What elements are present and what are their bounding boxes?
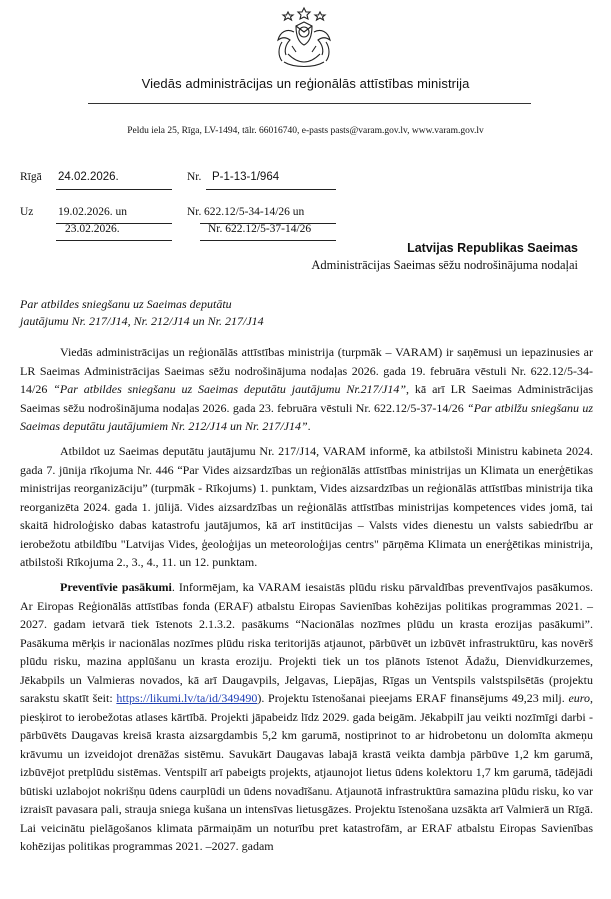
projects-list-link[interactable]: https://likumi.lv/ta/id/349490 [116, 691, 258, 705]
reference-nr-label: Nr. [187, 206, 202, 218]
recipient-name: Latvijas Republikas Saeimas [407, 241, 578, 255]
p3-text-c: , piesķirot to ierobežotas atlases kārtībā. Projekti jāpabeidz līdz 2029. gada beigām. Jēkabpilī jau veikti nozīmīgi darbi - pārbūvēts Daugavas kreisā krasta aizsargdambis 5,2 km garumā, nostiprinot to ar hidrobetonu un dolomīta akmeņu krāvumu un izveidojot drenāžas sistēmu. Savukārt Daugavas labajā krastā veikta dambja pārbūve 1,2 km garumā, izbūvējot pretplūdu sistēmas. Ventspilī arī pabeigts projekts, atjaunojot lietus ūdens kolektoru 1,7 km garumā, tādējādi būtiski uzlabojot nokrišņu ūdens caurplūdi un ūdens novadīšanu. Atjaunotā infrastruktūra samazina plūdu risku, ko var izraisīt pavasara pali, strauja sniega kušana un intensīvas lietusgāzes. Projektu īstenošana uzsākta arī Valmierā un Rīgā. Lai veicinātu pielāgošanos klimata pārmaiņām un noturību pret katastrofām, ar ERAF atbalstu Eiropas Savienības kohēzijas politikas programmas 2021. –2027. gadam [20, 691, 593, 853]
letter-body [20, 343, 593, 862]
reference-dates-underline2 [56, 240, 172, 241]
date-underline [56, 189, 172, 190]
body-paragraph-2: Atbildot uz Saeimas deputātu jautājumu Nr. 217/J14, VARAM informē, ka atbilstoši Ministru kabineta 2024. gada 7. jūnija rīkojuma Nr. 446 “Par Vides aizsardzības un reģionālās attīstības ministrijas un Klimata un enerģētikas ministrijas reorganizāciju” (turpmāk - Rīkojums) 1. punktam, Vides aizsardzības un reģionālās attīstības ministrija tika reorganizēta 2024. gada 1. jūlijā. Vides aizsardzības un reģionālās attīstības ministrijas kompetences vides jomā, tai skaitā hidroloģisko dabas katastrofu jautājumos, kā arī institūcijas – Valsts vides dienestu un valsts sabiedrību ar ierobežotu atbildību "Latvijas Vides, ģeoloģijas un meteoroloģijas centrs" pārņēma Klimata un enerģētikas ministrija, atbilstoši Rīkojuma 2., 3., 4., 11. un 12. punktam. [20, 444, 593, 569]
p3-euro: euro [568, 691, 590, 705]
nr-label: Nr. [187, 171, 202, 183]
p1-quote-2: “Par atbilžu sniegšanu uz Saeimas deputātu jautājumiem Nr. 212/J14 un Nr. 217/J14” [20, 400, 593, 433]
letter-number: P-1-13-1/964 [212, 171, 280, 183]
letter-subject [20, 296, 320, 330]
reference-number-line1: 622.12/5-34-14/26 un [204, 206, 305, 218]
ministry-name: Viedās administrācijas un reģionālās attīstības ministrija [141, 76, 470, 91]
p1-text-e: . [307, 419, 311, 433]
subject-line1: Par atbildes sniegšanu uz Saeimas deputātu [20, 297, 232, 311]
reference-dates-line2: 23.02.2026. [65, 223, 120, 235]
uz-label: Uz [20, 206, 34, 218]
place-label: Rīgā [20, 171, 42, 183]
p1-text-c: , kā arī LR Saeimas Administrācijas Saeimas sēžu nodrošinājuma nodaļas 2026. gada 23. februāra vēstuli Nr. 622.12/5-37-14/26 [20, 382, 593, 415]
p3-text-a: . Informējam, ka VARAM iesaistās plūdu risku pārvaldības preventīvajos pasākumos. Ar Eiropas Reģionālās attīstības fonda (ERAF) atbalstu Eiropas Savienības kohēzijas politikas programmas 2021. – 2027. gadam ietvarā tiek īstenots 2.1.3.2. pasākums “Nacionālas nozīmes plūdu un krasta erozijas pasākumi”. Pasākuma mērķis ir nacionālas nozīmes plūdu riska teritorijās atjaunot, pārbūvēt un izbūvēt infrastruktūru, kas novērš plūdu risku, mazina applūšanu un krasta eroziju. Projekti tiek un tos plānots īstenot Ādažu, Dienvidkurzemes, Jēkabpils un Valmieras novados, kā arī Daugavpils, Jelgavas, Liepājas, Rīgas un Ventspils valstspilsētās (projektu sarakstu skatīt šeit: [20, 580, 593, 705]
p1-text-a: Viedās administrācijas un reģionālās attīstības ministrija (turpmāk – VARAM) ir saņēmusi un iepazinusies ar LR Saeimas Administrācijas Saeimas sēžu nodrošinājuma nodaļas 2026. gada 19. februāra vēstuli Nr. 622.12/5-34-14/26 [20, 345, 593, 396]
body-paragraph-1 [20, 343, 593, 436]
header-divider [88, 103, 531, 104]
reference-dates-line1: 19.02.2026. un [58, 206, 127, 218]
recipient-block [311, 240, 578, 274]
recipient-department: Administrācijas Saeimas sēžu nodrošinājuma nodaļai [311, 258, 578, 272]
reference-number-line2: Nr. 622.12/5-37-14/26 [208, 223, 312, 235]
p3-text-b: ). Projektu īstenošanai pieejams ERAF finansējums 49,23 milj. [257, 691, 569, 705]
number-underline [206, 189, 336, 190]
ministry-address: Peldu iela 25, Rīga, LV-1494, tālr. 66016740, e-pasts pasts@varam.gov.lv, www.varam.gov.lv [127, 126, 484, 136]
p1-quote-1: “Par atbildes sniegšanu uz Saeimas deputātu jautājumu Nr.217/J14” [53, 382, 406, 396]
coat-of-arms-emblem [266, 2, 342, 70]
p3-heading: Preventīvie pasākumi [60, 580, 172, 594]
letter-date: 24.02.2026. [58, 171, 119, 183]
subject-line2: jautājumu Nr. 217/J14, Nr. 212/J14 un Nr. 217/J14 [20, 314, 264, 328]
body-paragraph-3 [20, 578, 593, 856]
